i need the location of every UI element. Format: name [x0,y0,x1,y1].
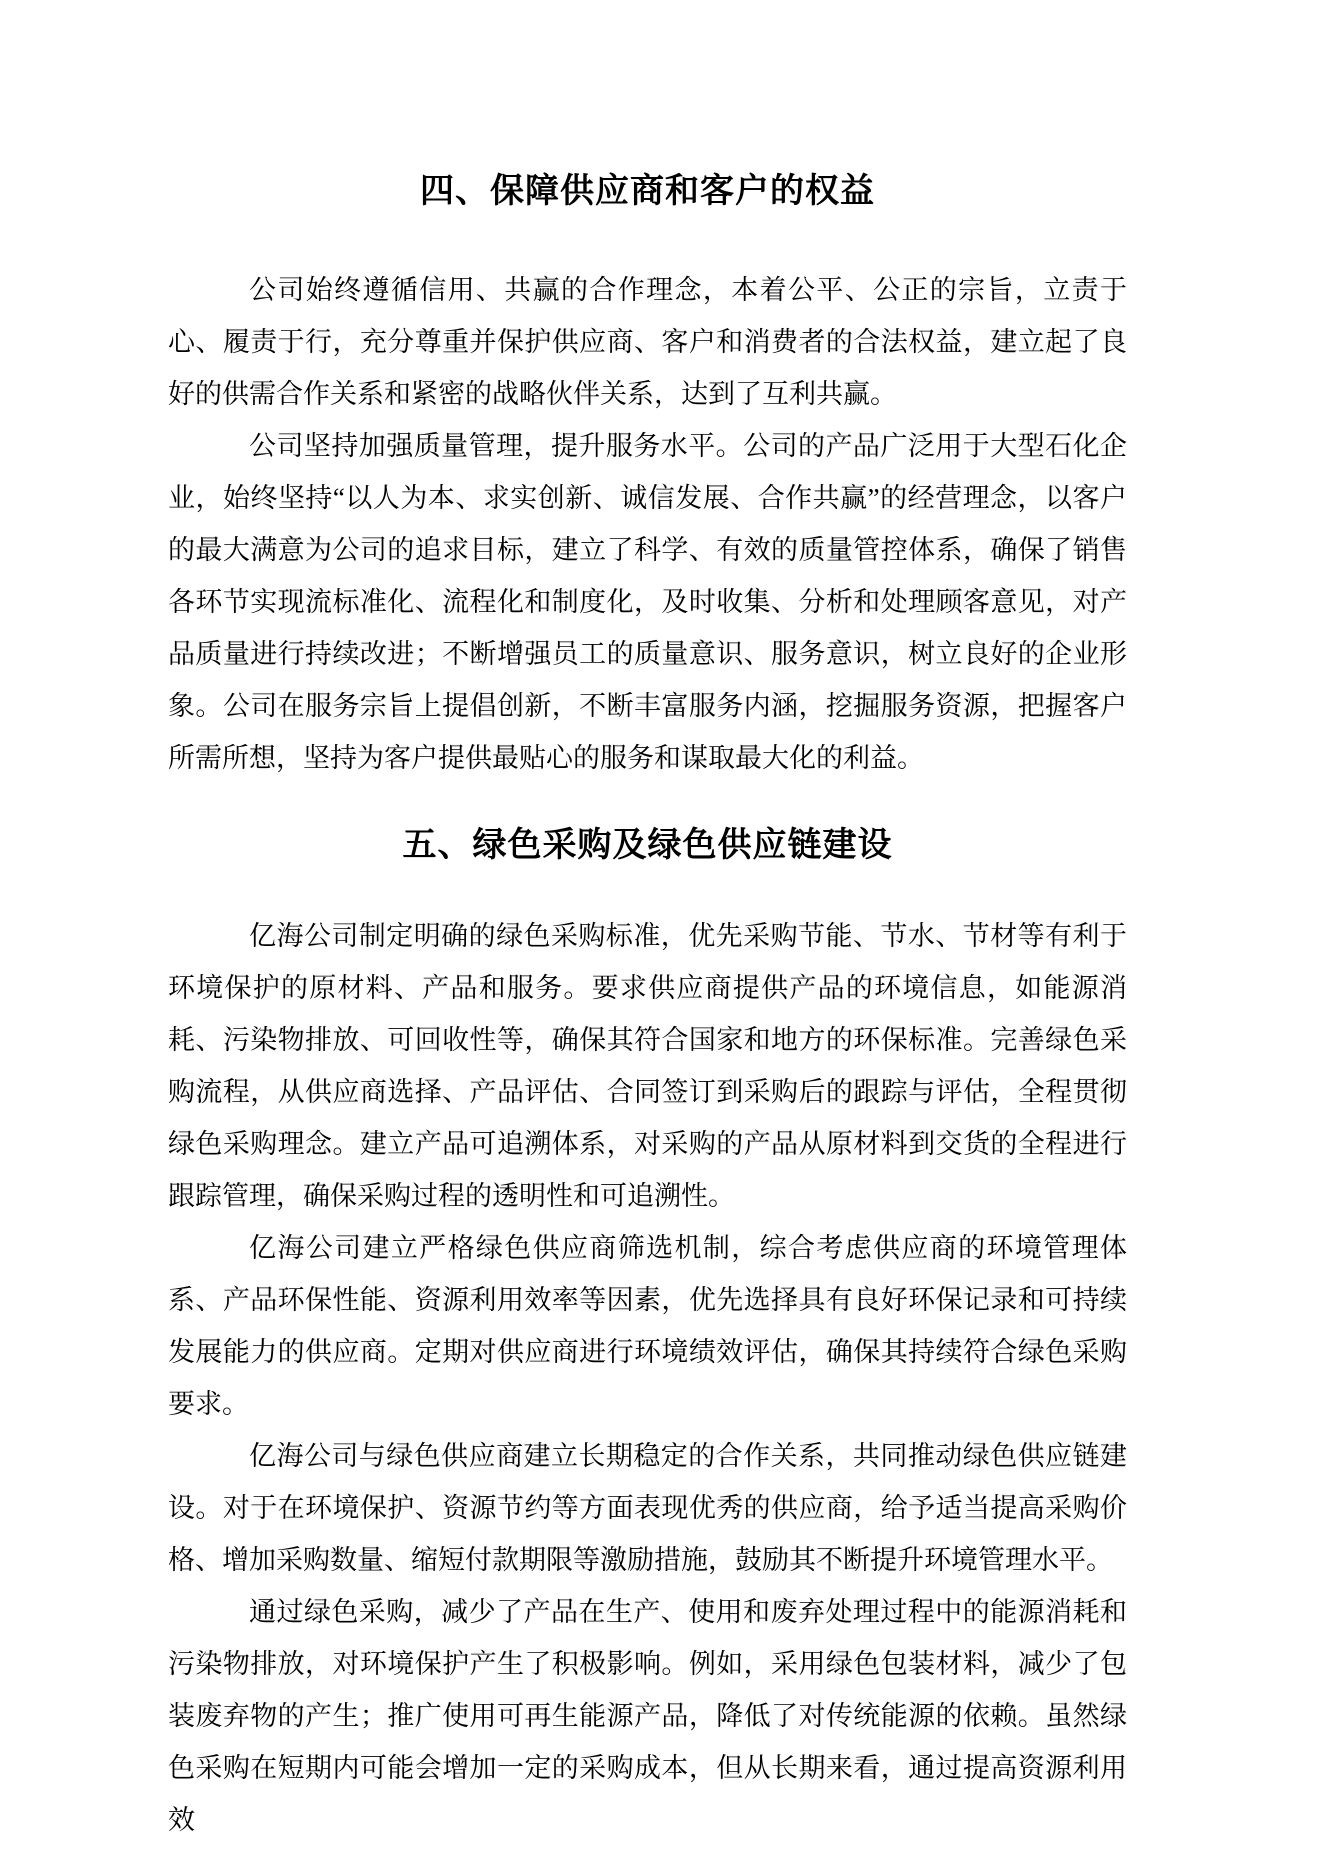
paragraph: 亿海公司制定明确的绿色采购标准，优先采购节能、节水、节材等有利于环境保护的原材料、产品和服务。要求供应商提供产品的环境信息，如能源消耗、污染物排放、可回收性等，确保其符合国家和地方的环保标准。完善绿色采购流程，从供应商选择、产品评估、合同签订到采购后的跟踪与评估，全程贯彻绿色采购理念。建立产品可追溯体系，对采购的产品从原材料到交货的全程进行跟踪管理，确保采购过程的透明性和可追溯性。 [168,921,1127,1211]
paragraph: 亿海公司与绿色供应商建立长期稳定的合作关系，共同推动绿色供应链建设。对于在环境保护、资源节约等方面表现优秀的供应商，给予适当提高采购价格、增加采购数量、缩短付款期限等激励措施，鼓励其不断提升环境管理水平。 [168,1441,1127,1575]
paragraph: 公司始终遵循信用、共赢的合作理念，本着公平、公正的宗旨，立责于心、履责于行，充分尊重并保护供应商、客户和消费者的合法权益，建立起了良好的供需合作关系和紧密的战略伙伴关系，达到了互利共赢。 [168,275,1127,409]
section-heading-5: 五、绿色采购及绿色供应链建设 [402,827,893,864]
paragraph: 亿海公司建立严格绿色供应商筛选机制，综合考虑供应商的环境管理体系、产品环保性能、资源利用效率等因素，优先选择具有良好环保记录和可持续发展能力的供应商。定期对供应商进行环境绩效评估，确保其持续符合绿色采购要求。 [168,1233,1127,1419]
paragraph: 通过绿色采购，减少了产品在生产、使用和废弃处理过程中的能源消耗和污染物排放，对环境保护产生了积极影响。例如，采用绿色包装材料，减少了包装废弃物的产生；推广使用可再生能源产品，降低了对传统能源的依赖。虽然绿色采购在短期内可能会增加一定的采购成本，但从长期来看，通过提高资源利用效 [168,1597,1127,1835]
paragraph: 公司坚持加强质量管理，提升服务水平。公司的产品广泛用于大型石化企业，始终坚持“以人为本、求实创新、诚信发展、合作共赢”的经营理念，以客户的最大满意为公司的追求目标，建立了科学、有效的质量管控体系，确保了销售各环节实现流标准化、流程化和制度化，及时收集、分析和处理顾客意见，对产品质量进行持续改进；不断增强员工的质量意识、服务意识，树立良好的企业形象。公司在服务宗旨上提倡创新，不断丰富服务内涵，挖掘服务资源，把握客户所需所想，坚持为客户提供最贴心的服务和谋取最大化的利益。 [168,431,1127,773]
section-heading-4: 四、保障供应商和客户的权益 [420,173,875,210]
